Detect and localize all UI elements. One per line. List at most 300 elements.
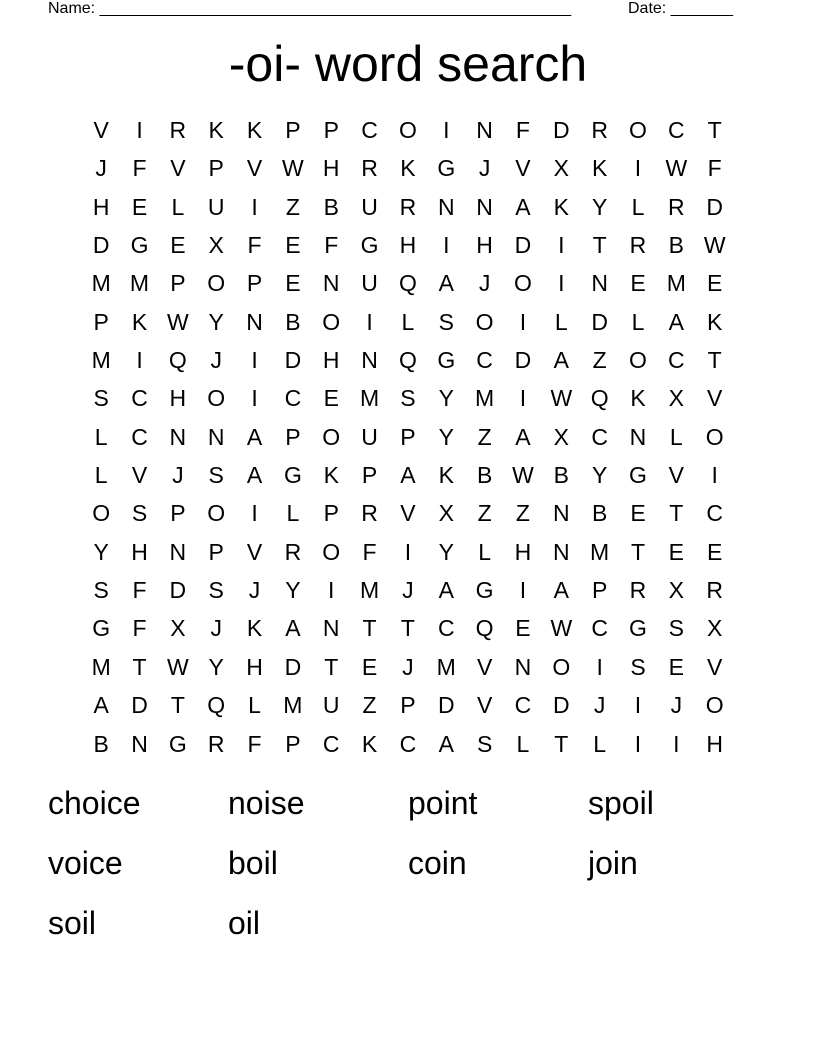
grid-letter: A [285,615,301,642]
grid-letter: T [132,653,147,680]
grid-letter: G [283,462,302,489]
grid-letter: M [475,385,495,412]
grid-letter: E [707,270,723,297]
grid-letter: Z [477,423,492,450]
grid-letter: H [246,653,263,680]
grid-letter: E [630,500,646,527]
grid-letter: G [629,615,647,642]
grid-letter: T [669,500,684,527]
grid-letter: U [361,270,378,297]
grid-letter: M [283,692,303,719]
grid-letter: F [324,232,339,259]
grid-letter: L [94,423,108,450]
grid-letter: X [438,500,454,527]
grid-letter: T [707,117,722,143]
grid-letter: Q [398,347,417,374]
grid-letter: M [91,270,111,297]
grid-letter: I [558,232,565,259]
grid-letter: N [476,117,493,143]
grid-letter: B [553,462,569,489]
grid-letter: X [553,155,569,182]
grid-letter: T [630,538,646,565]
grid-letter: S [668,615,684,642]
grid-letter: O [514,270,532,297]
grid-letter: F [362,538,377,565]
grid-letter: I [558,270,565,297]
grid-letter: N [322,615,340,642]
grid-letter: A [246,462,263,489]
grid-letter: E [707,538,723,565]
grid-letter: K [208,117,224,143]
grid-letter: P [93,308,109,335]
grid-letter: G [360,232,379,259]
grid-letter: C [668,117,685,143]
grid-letter: B [93,730,109,757]
grid-letter: U [361,423,378,450]
grid-letter: G [475,577,494,604]
grid-letter: S [476,730,493,757]
grid-letter: D [514,232,532,259]
grid-letter: G [130,232,149,259]
grid-letter: V [476,653,493,680]
grid-letter: V [668,462,684,489]
word-bank-item: spoil [588,785,654,821]
grid-letter: W [167,653,189,680]
grid-letter: I [673,730,680,757]
grid-letter: A [93,692,109,719]
grid-letter: R [629,577,647,604]
grid-letter: T [554,730,569,757]
grid-letter: O [322,423,341,450]
grid-letter: D [514,347,532,374]
grid-letter: N [514,653,532,680]
grid-letter: E [668,538,684,565]
grid-letter: W [665,155,688,182]
grid-letter: G [168,730,187,757]
grid-letter: U [207,193,225,220]
grid-letter: C [131,385,148,412]
grid-letter: C [322,730,340,757]
grid-letter: I [251,500,258,527]
grid-letter: P [170,500,186,527]
grid-letter: C [668,347,685,374]
grid-letter: I [634,692,642,719]
grid-letter: L [401,308,415,335]
grid-letter: I [366,308,373,335]
grid-letter: B [323,193,339,220]
grid-letter: E [285,232,301,259]
word-bank-item: noise [228,785,305,821]
grid-letter: I [634,155,642,182]
grid-letter: V [707,385,723,412]
grid-letter: S [208,577,224,604]
grid-letter: C [476,347,493,374]
grid-letter: S [438,308,454,335]
grid-letter: O [705,692,724,719]
grid-letter: I [251,347,258,374]
grid-letter: A [246,423,263,450]
grid-letter: T [170,692,185,719]
grid-letter: U [322,692,340,719]
grid-letter: P [208,155,224,182]
grid-letter: I [443,232,450,259]
grid-letter: O [629,347,647,374]
grid-letter: N [591,270,608,297]
grid-letter: H [92,193,110,220]
grid-letter: H [322,155,340,182]
grid-letter: T [324,653,339,680]
word-bank-item: join [588,845,638,881]
grid-letter: E [170,232,186,259]
grid-letter: Y [438,538,454,565]
grid-letter: C [591,615,608,642]
grid-letter: L [631,308,645,335]
grid-letter: S [93,385,109,412]
grid-letter: O [207,500,226,527]
grid-letter: H [514,538,532,565]
grid-letter: W [550,385,573,412]
grid-letter: M [359,385,380,412]
grid-letter: D [552,117,570,143]
grid-letter: V [707,653,723,680]
grid-letter: H [476,232,493,259]
grid-letter: L [516,730,530,757]
grid-letter: W [512,462,534,489]
grid-letter: L [248,692,261,719]
grid-letter: Y [93,538,109,565]
grid-letter: P [208,538,224,565]
grid-letter: K [131,308,148,335]
grid-letter: O [475,308,494,335]
grid-letter: I [251,193,258,220]
name-field: Name: _____________________________________________________ [48,0,572,17]
grid-letter: C [706,500,723,527]
grid-letter: O [629,117,647,143]
grid-letter: M [91,653,111,680]
grid-letter: J [402,577,414,604]
grid-letter: S [400,385,416,412]
grid-letter: P [400,692,416,719]
grid-letter: X [553,423,569,450]
grid-letter: E [285,270,301,297]
grid-letter: O [207,270,226,297]
grid-letter: D [591,308,608,335]
grid-letter: O [92,500,111,527]
grid-letter: T [362,615,377,642]
grid-letter: I [711,462,718,489]
grid-letter: B [591,500,608,527]
grid-letter: I [519,577,527,604]
grid-letter: T [592,232,607,259]
grid-letter: J [210,615,222,642]
grid-letter: V [400,500,416,527]
grid-letter: N [246,308,263,335]
grid-letter: I [519,308,527,335]
grid-letter: D [169,577,187,604]
grid-letter: P [400,423,416,450]
word-bank-item: point [408,785,478,821]
grid-letter: I [136,117,143,143]
grid-letter: L [631,193,645,220]
grid-letter: I [328,577,335,604]
grid-letter: D [437,692,455,719]
grid-letter: M [91,347,111,374]
grid-letter: P [591,577,608,604]
grid-letter: R [591,117,608,143]
grid-letter: I [136,347,143,374]
grid-letter: F [247,232,262,259]
grid-letter: V [246,155,263,182]
grid-letter: I [404,538,412,565]
grid-letter: P [285,730,301,757]
grid-letter: B [476,462,493,489]
word-bank-item: coin [408,845,467,881]
grid-letter: D [706,193,723,220]
grid-letter: I [634,730,642,757]
grid-letter: V [476,692,493,719]
grid-letter: C [361,117,378,143]
grid-letter: G [629,462,647,489]
grid-letter: J [478,155,491,182]
grid-letter: B [668,232,684,259]
grid-letter: D [92,232,110,259]
grid-letter: L [286,500,300,527]
grid-letter: Y [438,385,454,412]
grid-letter: M [590,538,610,565]
grid-letter: E [361,653,378,680]
grid-letter: N [131,730,148,757]
grid-letter: K [630,385,646,412]
word-bank-item: choice [48,785,141,821]
grid-letter: N [322,270,340,297]
grid-letter: T [400,615,415,642]
grid-letter: W [550,615,573,642]
grid-letter: O [207,385,226,412]
grid-letter: X [707,615,723,642]
grid-letter: Y [208,653,224,680]
grid-letter: K [246,117,263,143]
grid-letter: O [705,423,724,450]
grid-letter: L [554,308,568,335]
grid-letter: V [170,155,186,182]
grid-letter: R [668,193,685,220]
grid-letter: L [171,193,185,220]
grid-letter: Q [398,270,417,297]
grid-letter: A [515,423,531,450]
grid-letter: N [552,500,570,527]
grid-letter: O [398,117,417,143]
grid-letter: N [437,193,455,220]
grid-letter: J [402,653,414,680]
grid-letter: P [323,117,339,143]
letter-grid [82,111,734,763]
grid-letter: A [553,347,569,374]
grid-letter: H [706,730,723,757]
grid-letter: R [169,117,187,143]
grid-letter: D [284,653,302,680]
grid-letter: M [359,577,380,604]
grid-letter: Z [515,500,530,527]
grid-letter: X [668,385,684,412]
grid-letter: D [284,347,302,374]
grid-letter: S [131,500,148,527]
grid-letter: F [132,577,147,604]
grid-letter: C [399,730,417,757]
grid-letter: P [361,462,378,489]
grid-letter: J [210,347,222,374]
grid-letter: H [399,232,417,259]
grid-letter: R [284,538,302,565]
grid-letter: P [285,423,301,450]
grid-letter: N [361,347,378,374]
grid-letter: E [630,270,646,297]
grid-letter: N [476,193,493,220]
grid-letter: Y [208,308,224,335]
grid-letter: X [170,615,186,642]
grid-letter: R [629,232,647,259]
grid-letter: K [323,462,339,489]
word-bank-item: boil [228,845,278,881]
grid-letter: I [251,385,258,412]
grid-letter: Y [438,423,454,450]
grid-letter: S [208,462,224,489]
grid-letter: E [515,615,531,642]
grid-letter: F [247,730,262,757]
grid-letter: N [207,423,225,450]
grid-letter: A [668,308,684,335]
grid-letter: M [129,270,150,297]
grid-letter: M [436,653,456,680]
grid-letter: L [478,538,491,565]
grid-letter: U [361,193,378,220]
grid-letter: J [478,270,491,297]
grid-letter: G [437,155,456,182]
grid-letter: L [593,730,607,757]
grid-letter: V [131,462,148,489]
grid-letter: H [169,385,187,412]
grid-letter: T [707,347,722,374]
word-bank-item: oil [228,905,261,941]
grid-letter: S [93,577,109,604]
grid-letter: Z [592,347,607,374]
grid-letter: B [285,308,301,335]
grid-letter: Y [591,462,608,489]
grid-letter: O [552,653,571,680]
grid-letter: F [132,615,147,642]
grid-letter: L [94,462,108,489]
grid-letter: N [629,423,647,450]
grid-letter: A [400,462,416,489]
grid-letter: K [400,155,416,182]
grid-letter: D [552,692,570,719]
grid-letter: H [322,347,340,374]
grid-letter: Z [285,193,300,220]
grid-letter: K [361,730,378,757]
grid-letter: I [443,117,450,143]
word-bank-item: voice [48,845,123,881]
grid-letter: J [593,692,606,719]
grid-letter: R [361,500,378,527]
grid-letter: Q [168,347,187,374]
grid-letter: V [246,538,263,565]
grid-letter: M [666,270,686,297]
grid-letter: Y [591,193,608,220]
grid-letter: C [591,423,608,450]
word-bank-item: soil [48,905,97,941]
grid-letter: X [208,232,224,259]
grid-letter: C [131,423,148,450]
page-title: -oi- word search [228,36,588,92]
grid-letter: Q [207,692,226,719]
grid-letter: K [553,193,569,220]
date-field: Date: _______ [628,0,733,17]
grid-letter: E [323,385,339,412]
grid-letter: Y [285,577,301,604]
grid-letter: A [438,270,454,297]
grid-letter: S [630,653,646,680]
grid-letter: K [246,615,263,642]
grid-letter: P [246,270,263,297]
grid-letter: Z [362,692,377,719]
grid-letter: R [706,577,723,604]
grid-letter: A [553,577,569,604]
grid-letter: J [670,692,683,719]
grid-letter: R [207,730,225,757]
grid-letter: Q [475,615,494,642]
grid-letter: F [515,117,530,143]
grid-letter: G [437,347,456,374]
grid-letter: A [438,730,454,757]
grid-letter: G [92,615,111,642]
grid-letter: I [596,653,603,680]
grid-letter: P [170,270,186,297]
grid-letter: P [323,500,339,527]
grid-letter: C [437,615,455,642]
grid-letter: C [284,385,302,412]
grid-letter: W [703,232,726,259]
grid-letter: E [131,193,148,220]
grid-letter: J [172,462,184,489]
grid-letter: D [131,692,148,719]
grid-letter: O [322,308,341,335]
grid-letter: W [167,308,189,335]
grid-letter: C [514,692,532,719]
grid-letter: N [169,538,187,565]
grid-letter: R [361,155,378,182]
grid-letter: K [707,308,723,335]
grid-letter: F [707,155,722,182]
grid-letter: J [95,155,107,182]
grid-letter: A [438,577,454,604]
grid-letter: E [668,653,684,680]
grid-letter: Z [477,500,492,527]
grid-letter: O [322,538,341,565]
grid-letter: L [669,423,683,450]
grid-letter: P [285,117,301,143]
grid-letter: V [515,155,531,182]
grid-letter: N [169,423,187,450]
grid-letter: I [519,385,527,412]
grid-letter: H [131,538,148,565]
grid-letter: W [282,155,304,182]
grid-letter: R [399,193,417,220]
grid-letter: K [438,462,454,489]
grid-letter: N [552,538,570,565]
word-bank [48,779,768,959]
grid-letter: V [93,117,109,143]
grid-letter: Q [590,385,609,412]
grid-letter: K [591,155,608,182]
